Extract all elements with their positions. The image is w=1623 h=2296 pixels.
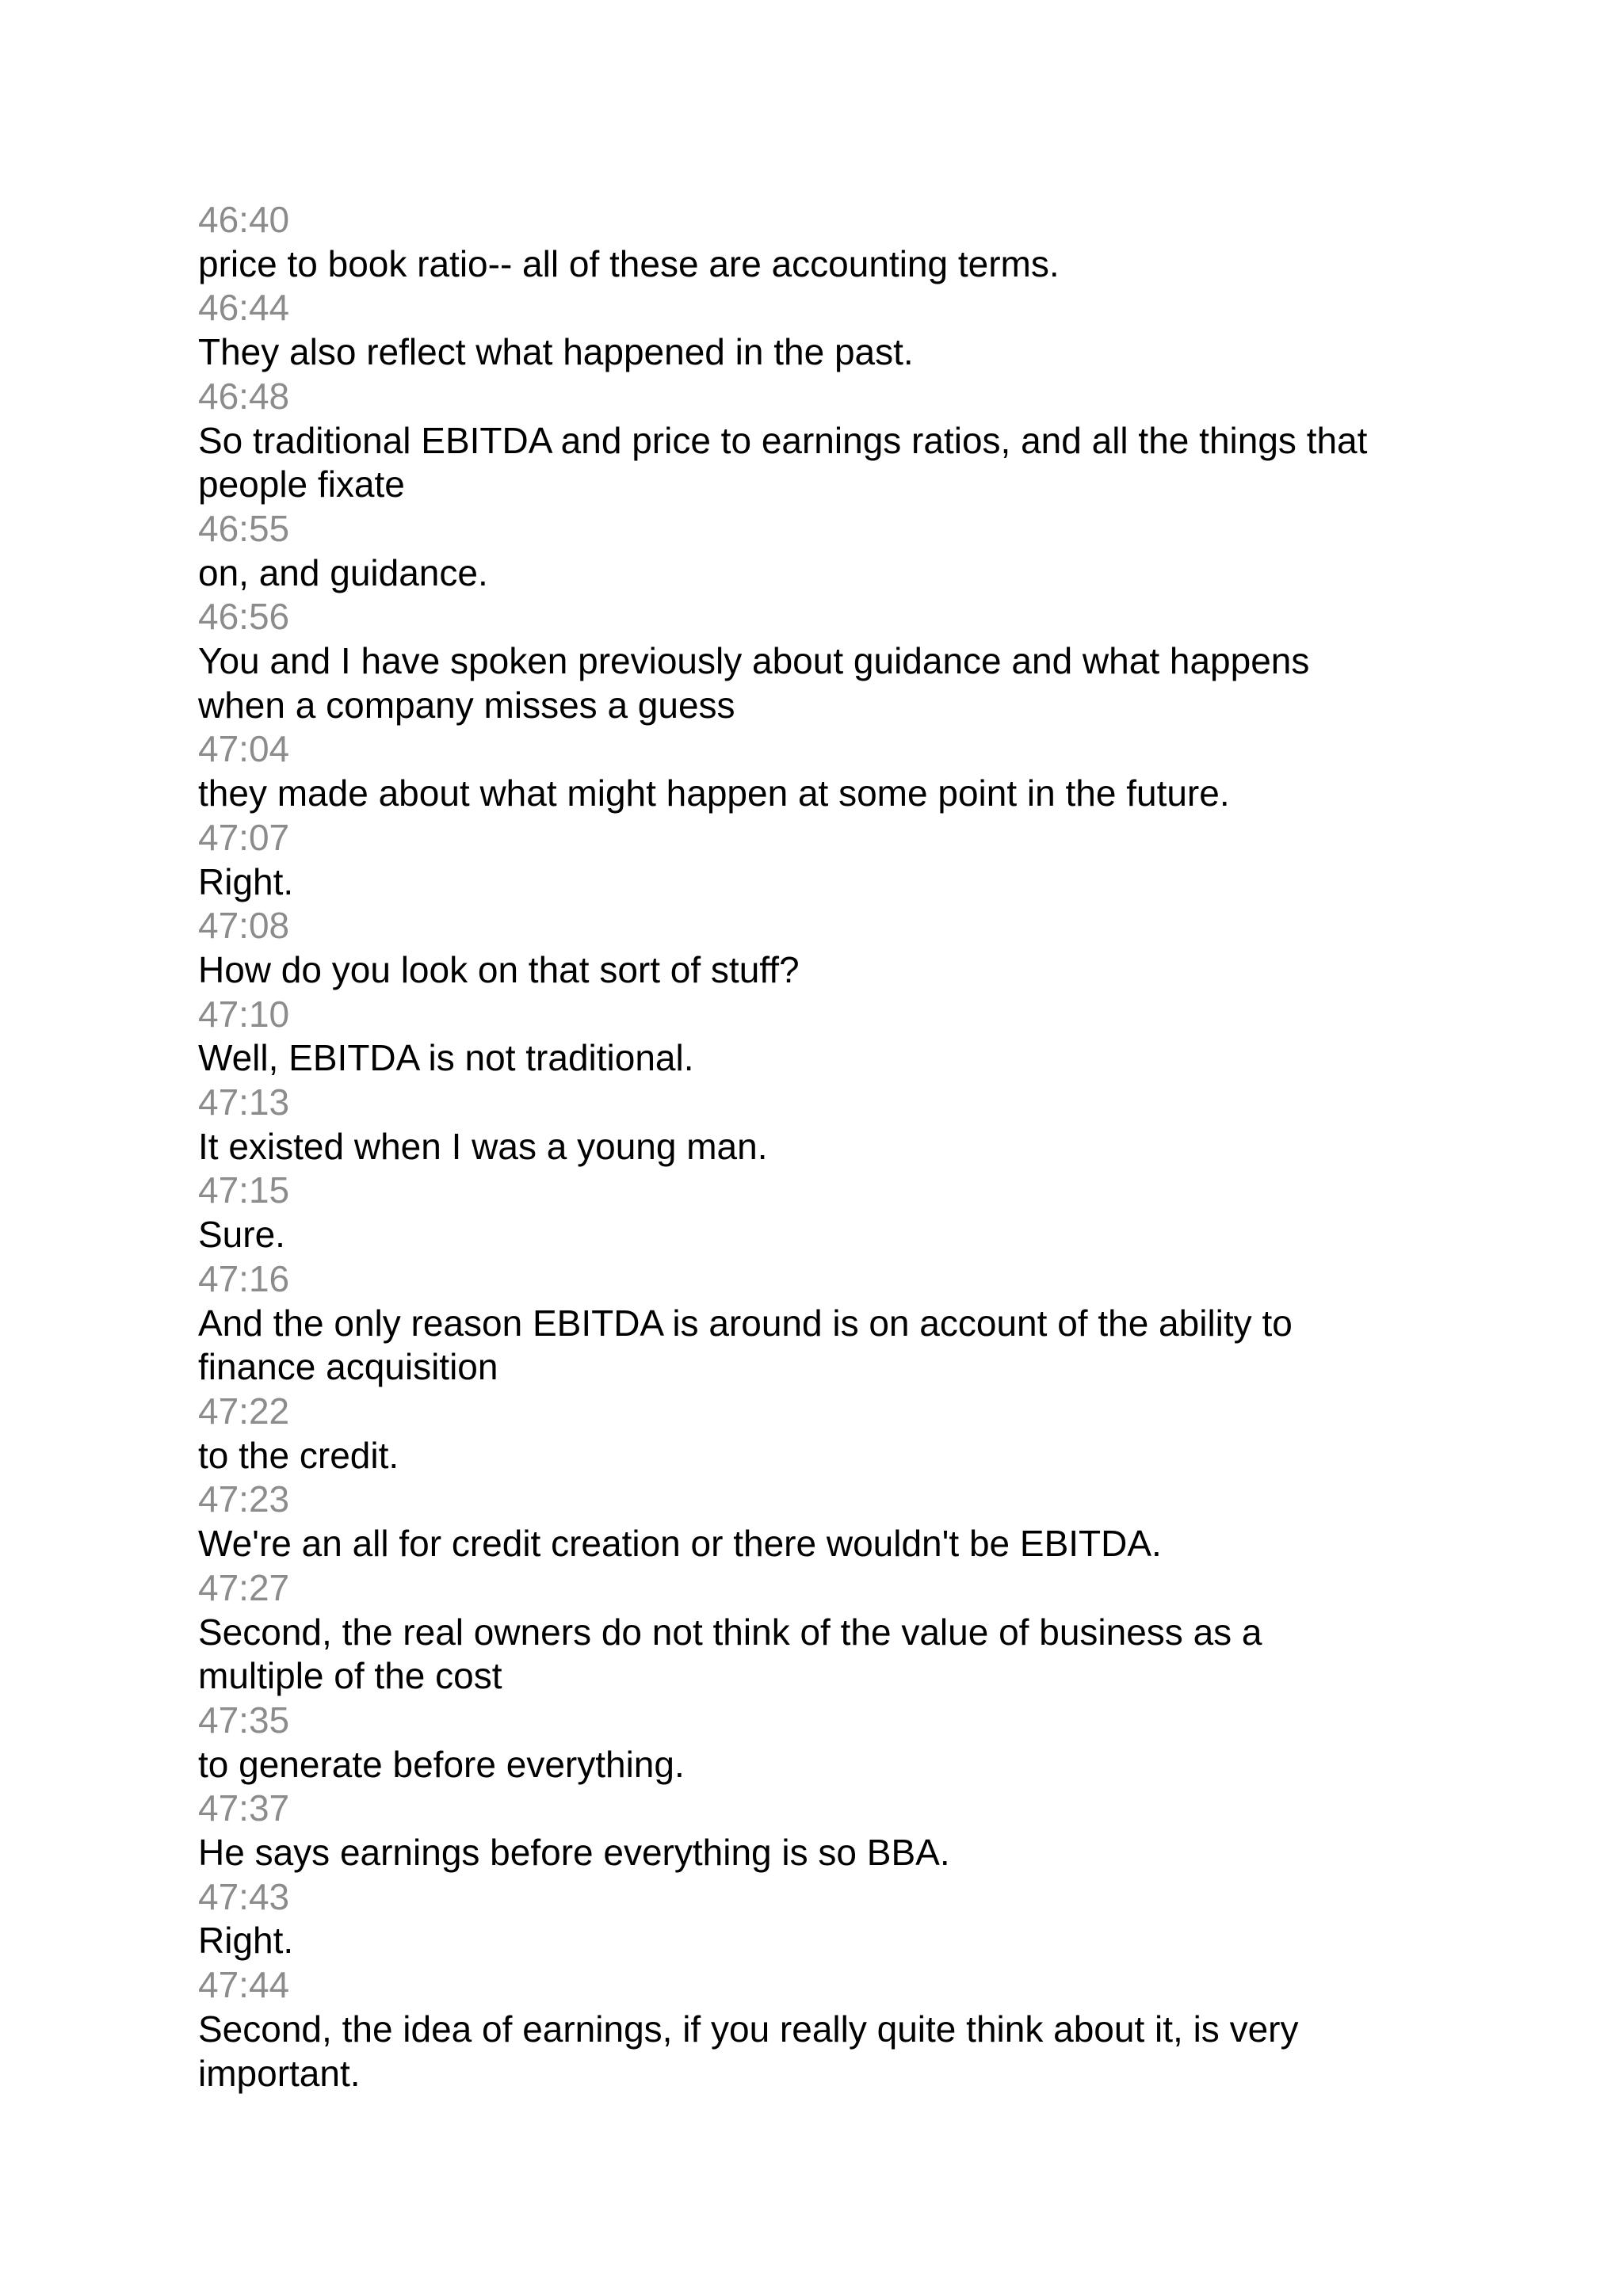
timestamp: 47:08 — [198, 905, 290, 947]
transcript-text: So traditional EBITDA and price to earnings ratios, and all the things that — [198, 419, 1368, 461]
timestamp: 47:44 — [198, 1964, 290, 2006]
timestamp: 46:56 — [198, 596, 290, 638]
transcript-text: He says earnings before everything is so BBA. — [198, 1832, 950, 1874]
timestamp: 47:15 — [198, 1169, 290, 1211]
transcript-entry — [198, 904, 1466, 992]
transcript-entry — [198, 198, 1466, 286]
transcript-text: people fixate — [198, 463, 405, 505]
transcript-text: Second, the real owners do not think of the value of business as a — [198, 1611, 1262, 1653]
transcript-text: they made about what might happen at some point in the future. — [198, 772, 1230, 814]
transcript-entry — [198, 507, 1466, 595]
transcript-entry — [198, 816, 1466, 904]
transcript-entry — [198, 1787, 1466, 1875]
transcript-entry — [198, 727, 1466, 815]
timestamp: 46:55 — [198, 507, 290, 549]
timestamp: 47:13 — [198, 1081, 290, 1123]
transcript-text: important. — [198, 2052, 361, 2094]
transcript-entry — [198, 1169, 1466, 1257]
transcript-text: Right. — [198, 860, 294, 902]
transcript-entry — [198, 1257, 1466, 1390]
transcript-entry — [198, 595, 1466, 727]
transcript-text: It existed when I was a young man. — [198, 1125, 768, 1167]
transcript-text: And the only reason EBITDA is around is on account of the ability to — [198, 1302, 1293, 1344]
timestamp: 47:22 — [198, 1390, 290, 1432]
timestamp: 47:10 — [198, 993, 290, 1035]
transcript-entry — [198, 1390, 1466, 1478]
timestamp: 47:35 — [198, 1699, 290, 1741]
transcript-entry — [198, 1478, 1466, 1566]
transcript-entry — [198, 1081, 1466, 1169]
transcript-text: price to book ratio-- all of these are accounting terms. — [198, 242, 1060, 284]
transcript-text: You and I have spoken previously about guidance and what happens — [198, 640, 1310, 682]
timestamp: 47:23 — [198, 1478, 290, 1520]
transcript — [198, 198, 1466, 2096]
transcript-text: How do you look on that sort of stuff? — [198, 948, 800, 990]
timestamp: 47:37 — [198, 1787, 290, 1829]
transcript-text: to the credit. — [198, 1434, 399, 1476]
timestamp: 47:43 — [198, 1875, 290, 1917]
transcript-text: multiple of the cost — [198, 1655, 502, 1697]
timestamp: 46:44 — [198, 287, 290, 329]
transcript-text: Well, EBITDA is not traditional. — [198, 1037, 694, 1079]
transcript-entry — [198, 1699, 1466, 1787]
transcript-text: Second, the idea of earnings, if you really quite think about it, is very — [198, 2008, 1299, 2050]
transcript-text: We're an all for credit creation or there wouldn't be EBITDA. — [198, 1523, 1162, 1565]
transcript-text: Right. — [198, 1920, 294, 1962]
transcript-text: They also reflect what happened in the past. — [198, 331, 914, 373]
transcript-entry — [198, 1963, 1466, 2096]
transcript-entry — [198, 1875, 1466, 1963]
transcript-entry — [198, 286, 1466, 374]
transcript-text: Sure. — [198, 1214, 285, 1256]
timestamp: 46:48 — [198, 375, 290, 417]
transcript-text: to generate before everything. — [198, 1743, 685, 1785]
transcript-text: on, and guidance. — [198, 551, 488, 593]
timestamp: 47:07 — [198, 816, 290, 858]
transcript-text: when a company misses a guess — [198, 684, 735, 726]
transcript-text: finance acquisition — [198, 1346, 498, 1388]
timestamp: 46:40 — [198, 199, 290, 240]
transcript-entry — [198, 993, 1466, 1081]
transcript-entry — [198, 375, 1466, 507]
timestamp: 47:27 — [198, 1566, 290, 1608]
timestamp: 47:16 — [198, 1257, 290, 1299]
transcript-entry — [198, 1566, 1466, 1699]
timestamp: 47:04 — [198, 728, 290, 770]
